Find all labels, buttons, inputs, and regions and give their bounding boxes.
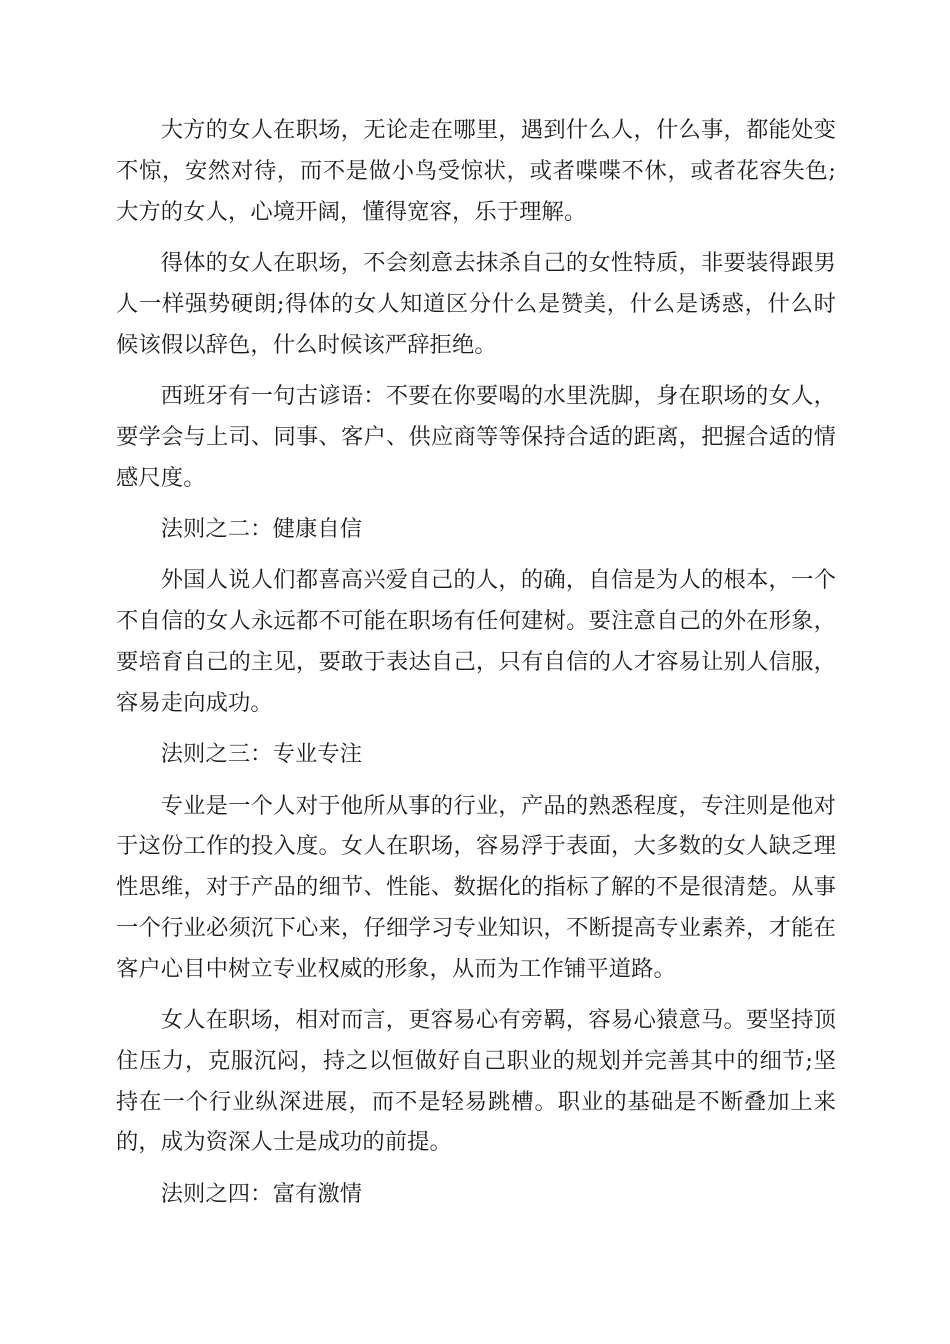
section-heading-rule-four: 法则之四：富有激情 xyxy=(160,1180,363,1207)
paragraph-persistence: 女人在职场，相对而言，更容易心有旁羁，容易心猿意马。要坚持顶住压力，克服沉闷，持之以恒做好自己职业的规划并完善其中的细节;坚持在一个行业纵深进展，而不是轻易跳槽。职业的基础是不断叠加上来的，成为资深人士是成功的前提。 xyxy=(116,1007,836,1156)
paragraph-decent-woman: 得体的女人在职场，不会刻意去抹杀自己的女性特质，非要装得跟男人一样强势硬朗;得体的女人知道区分什么是赞美，什么是诱惑，什么时候该假以辞色，什么时候该严辞拒绝。 xyxy=(116,249,836,358)
paragraph-professional: 专业是一个人对于他所从事的行业，产品的熟悉程度，专注则是他对于这份工作的投入度。女人在职场，容易浮于表面，大多数的女人缺乏理性思维，对于产品的细节、性能、数据化的指标了解的不是很清楚。从事一个行业必须沉下心来，仔细学习专业知识，不断提高专业素养，才能在客户心目中树立专业权威的形象，从而为工作铺平道路。 xyxy=(116,792,836,982)
paragraph-generous-woman: 大方的女人在职场，无论走在哪里，遇到什么人，什么事，都能处变不惊，安然对待，而不是做小鸟受惊状，或者喋喋不休，或者花容失色;大方的女人，心境开阔，懂得宽容，乐于理解。 xyxy=(116,117,836,225)
paragraph-spanish-proverb: 西班牙有一句古谚语：不要在你要喝的水里洗脚，身在职场的女人，要学会与上司、同事、客户、供应商等等保持合适的距离，把握合适的情感尺度。 xyxy=(116,382,836,491)
section-heading-rule-three: 法则之三：专业专注 xyxy=(160,741,363,768)
paragraph-confidence: 外国人说人们都喜高兴爱自己的人，的确，自信是为人的根本，一个不自信的女人永远都不可能在职场有任何建树。要注意自己的外在形象，要培育自己的主见，要敢于表达自己，只有自信的人才容易让别人信服，容易走向成功。 xyxy=(116,567,836,716)
document-body xyxy=(116,110,836,1225)
section-heading-rule-two: 法则之二：健康自信 xyxy=(160,515,363,542)
